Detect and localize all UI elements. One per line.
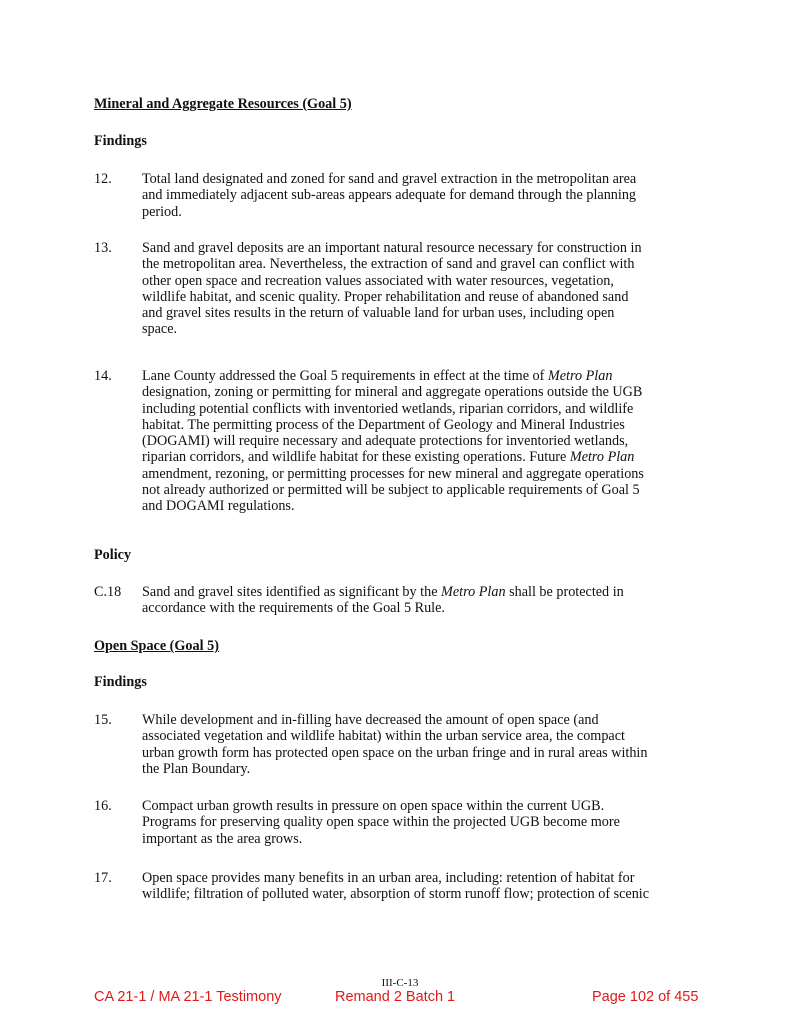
footer-center: Remand 2 Batch 1 [335,989,456,1005]
finding-line: (DOGAMI) will require necessary and adequate protections for inventoried wetlands, [142,433,629,450]
section-heading-mineral: Mineral and Aggregate Resources (Goal 5) [94,96,352,112]
finding-line: Programs for preserving quality open space within the projected UGB become more [142,814,620,831]
finding-line: Total land designated and zoned for sand and gravel extraction in the metropolitan area [142,171,637,187]
finding-line: the metropolitan area. Nevertheless, the extraction of sand and gravel can conflict with [142,256,635,273]
policy-number: C.18 [94,584,122,600]
finding-line: habitat. The permitting process of the Department of Geology and Mineral Industries [142,416,625,433]
page-number: III-C-13 [381,977,419,989]
finding-line: wildlife; filtration of polluted water, absorption of storm runoff flow; protection of scenic [142,886,650,903]
finding-line: While development and in-filling have decreased the amount of open space (and [142,712,599,728]
policy-line: Sand and gravel sites identified as significant by the Metro Plan shall be protected in [142,584,624,600]
policy-line: accordance with the requirements of the Goal 5 Rule. [142,600,445,617]
finding-line: urban growth form has protected open space on the urban fringe and in rural areas within [142,744,648,761]
finding-number: 17. [94,870,112,886]
finding-number: 16. [94,798,112,814]
finding-line: not already authorized or permitted will be subject to applicable requirements of Goal 5 [142,482,640,499]
finding-line: the Plan Boundary. [142,760,251,777]
finding-line: Lane County addressed the Goal 5 requirements in effect at the time of Metro Plan [142,368,613,384]
section-heading-open-space: Open Space (Goal 5) [94,638,219,654]
footer-right: Page 102 of 455 [592,989,699,1005]
finding-number: 13. [94,240,112,256]
finding-line: designation, zoning or permitting for mineral and aggregate operations outside the UGB [142,384,643,401]
finding-line: space. [142,321,178,338]
findings-label-1: Findings [94,133,147,149]
finding-number: 14. [94,368,112,384]
finding-line: and gravel sites results in the return of valuable land for urban uses, including open [142,305,615,322]
finding-line: riparian corridors, and wildlife habitat for these existing operations. Future Metro Plan [142,449,635,466]
finding-line: and DOGAMI regulations. [142,498,295,515]
footer-left: CA 21-1 / MA 21-1 Testimony [94,989,282,1005]
findings-label-2: Findings [94,674,147,690]
policy-label: Policy [94,547,132,563]
finding-line: associated vegetation and wildlife habitat) within the urban service area, the compact [142,728,625,745]
finding-line: wildlife habitat, and scenic quality. Proper rehabilitation and reuse of abandoned sand [142,288,629,305]
finding-line: important as the area grows. [142,830,303,847]
finding-line: and immediately adjacent sub-areas appears adequate for demand through the planning [142,187,637,204]
finding-line: Sand and gravel deposits are an important natural resource necessary for construction in [142,240,642,256]
finding-number: 12. [94,171,112,187]
finding-line: other open space and recreation values associated with water resources, vegetation, [142,272,614,289]
finding-line: Open space provides many benefits in an urban area, including: retention of habitat for [142,870,635,886]
finding-line: period. [142,203,182,220]
finding-number: 15. [94,712,112,728]
finding-line: Compact urban growth results in pressure on open space within the current UGB. [142,798,605,814]
finding-line: amendment, rezoning, or permitting processes for new mineral and aggregate operations [142,465,644,482]
finding-line: including potential conflicts with inventoried wetlands, riparian corridors, and wildlife [142,400,634,417]
